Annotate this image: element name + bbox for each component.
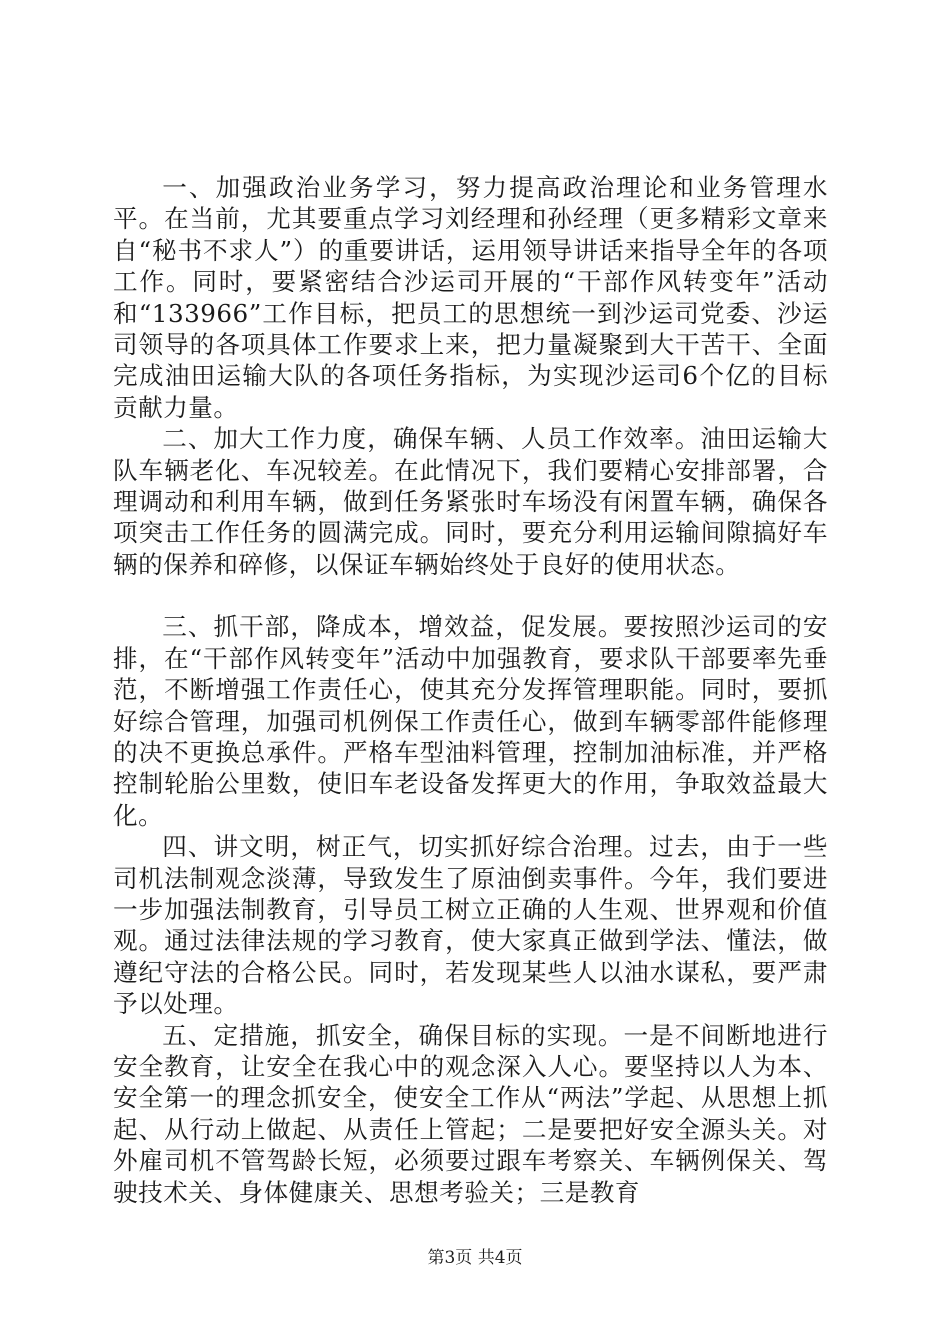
page-number-footer: 第3页 共4页	[427, 1248, 523, 1268]
paragraph-5: 五、定措施，抓安全，确保目标的实现。一是不间断地进行安全教育，让安全在我心中的观念深入人心。要坚持以人为本、安全第一的理念抓安全，使安全工作从“两法”学起、从思想上抓起、从行动上做起、从责任上管起；二是要把好安全源头关。对外雇司机不管驾龄长短，必须要过跟车考察关、车辆例保关、驾驶技术关、身体健康关、思想考验关；三是教育	[113, 1020, 828, 1207]
document-body	[113, 172, 828, 1208]
paragraph-4: 四、讲文明，树正气，切实抓好综合治理。过去，由于一些司机法制观念淡薄，导致发生了原油倒卖事件。今年，我们要进一步加强法制教育，引导员工树立正确的人生观、世界观和价值观。通过法律法规的学习教育，使大家真正做到学法、懂法，做遵纪守法的合格公民。同时，若发现某些人以油水谋私，要严肃予以处理。	[113, 832, 828, 1019]
paragraph-3: 三、抓干部，降成本，增效益，促发展。要按照沙运司的安排，在“干部作风转变年”活动中加强教育，要求队干部要率先垂范，不断增强工作责任心，使其充分发挥管理职能。同时，要抓好综合管理，加强司机例保工作责任心，做到车辆零部件能修理的决不更换总承件。严格车型油料管理，控制加油标准，并严格控制轮胎公里数，使旧车老设备发挥更大的作用，争取效益最大化。	[113, 612, 828, 830]
paragraph-1: 一、加强政治业务学习，努力提高政治理论和业务管理水平。在当前，尤其要重点学习刘经理和孙经理（更多精彩文章来自“秘书不求人”）的重要讲话，运用领导讲话来指导全年的各项工作。同时，要紧密结合沙运司开展的“干部作风转变年”活动和“133966”工作目标，把员工的思想统一到沙运司党委、沙运司领导的各项具体工作要求上来，把力量凝聚到大干苦干、全面完成油田运输大队的各项任务指标，为实现沙运司6个亿的目标贡献力量。	[113, 173, 828, 422]
paragraph-2: 二、加大工作力度，确保车辆、人员工作效率。油田运输大队车辆老化、车况较差。在此情况下，我们要精心安排部署，合理调动和利用车辆，做到任务紧张时车场没有闲置车辆，确保各项突击工作任务的圆满完成。同时，要充分利用运输间隙搞好车辆的保养和碎修，以保证车辆始终处于良好的使用状态。	[113, 424, 828, 579]
